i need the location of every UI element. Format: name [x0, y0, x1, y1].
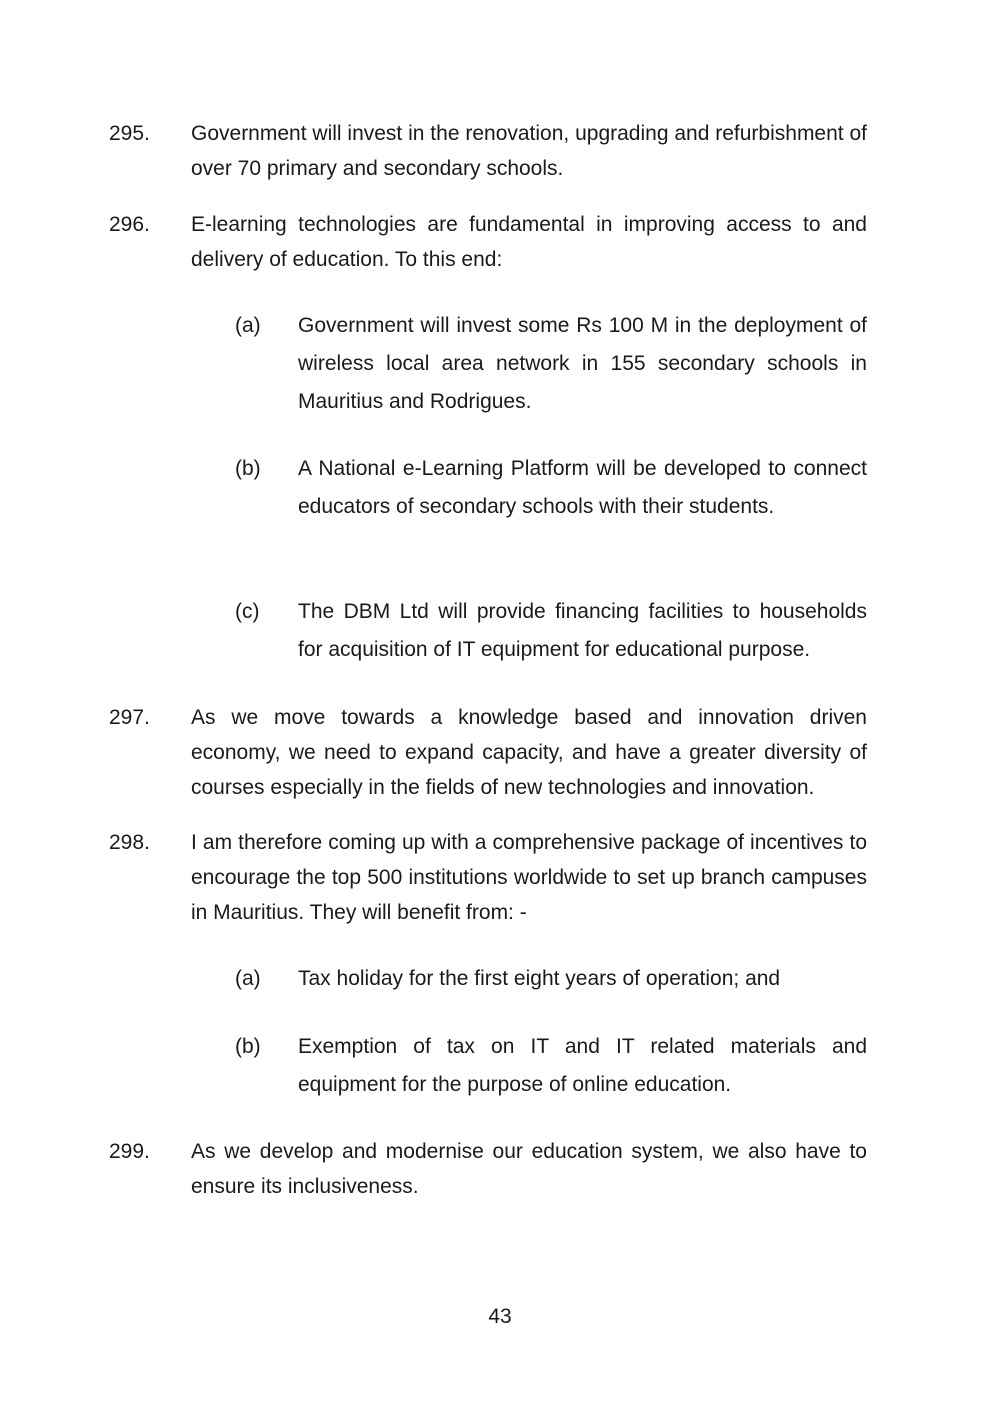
list-item-label: (c) [235, 600, 260, 623]
paragraph-number: 298. [109, 831, 150, 854]
list-item-text: Tax holiday for the first eight years of operation; and [298, 967, 781, 990]
list-item-296-a [235, 307, 867, 421]
paragraph-text: As we develop and modernise our education system, we also have to ensure its inclusiveness. [191, 1140, 867, 1198]
paragraph-number: 295. [109, 122, 150, 145]
list-item-label: (b) [235, 1035, 261, 1058]
paragraph-297 [109, 700, 867, 805]
paragraph-295 [109, 116, 867, 186]
paragraph-text: Government will invest in the renovation, upgrading and refurbishment of over 70 primary and secondary schools. [191, 122, 867, 180]
list-item-text: Exemption of tax on IT and IT related materials and equipment for the purpose of online education. [298, 1035, 867, 1096]
list-item-text: The DBM Ltd will provide financing facilities to households for acquisition of IT equipment for educational purpose. [298, 600, 867, 661]
list-item-298-b [235, 1028, 867, 1104]
paragraph-298 [109, 825, 867, 930]
paragraph-text: As we move towards a knowledge based and innovation driven economy, we need to expand capacity, and have a greater diversity of courses especially in the fields of new technologies and innovation. [191, 706, 867, 799]
list-item-text: A National e-Learning Platform will be developed to connect educators of secondary schools with their students. [298, 457, 867, 518]
list-item-296-b [235, 450, 867, 526]
paragraph-text: I am therefore coming up with a comprehensive package of incentives to encourage the top 500 institutions worldwide to set up branch campuses in Mauritius. They will benefit from: - [191, 831, 867, 924]
paragraph-text: E-learning technologies are fundamental in improving access to and delivery of education. To this end: [191, 213, 867, 271]
paragraph-number: 296. [109, 213, 150, 236]
list-item-296-c [235, 593, 867, 669]
paragraph-number: 299. [109, 1140, 150, 1163]
list-item-label: (b) [235, 457, 261, 480]
list-item-298-a [235, 960, 867, 998]
paragraph-296 [109, 207, 867, 277]
list-item-label: (a) [235, 967, 261, 990]
list-item-label: (a) [235, 314, 261, 337]
page-number: 43 [488, 1305, 512, 1328]
list-item-text: Government will invest some Rs 100 M in the deployment of wireless local area network in 155 secondary schools in Mauritius and Rodrigues. [298, 314, 867, 413]
paragraph-number: 297. [109, 706, 150, 729]
paragraph-299 [109, 1134, 867, 1204]
